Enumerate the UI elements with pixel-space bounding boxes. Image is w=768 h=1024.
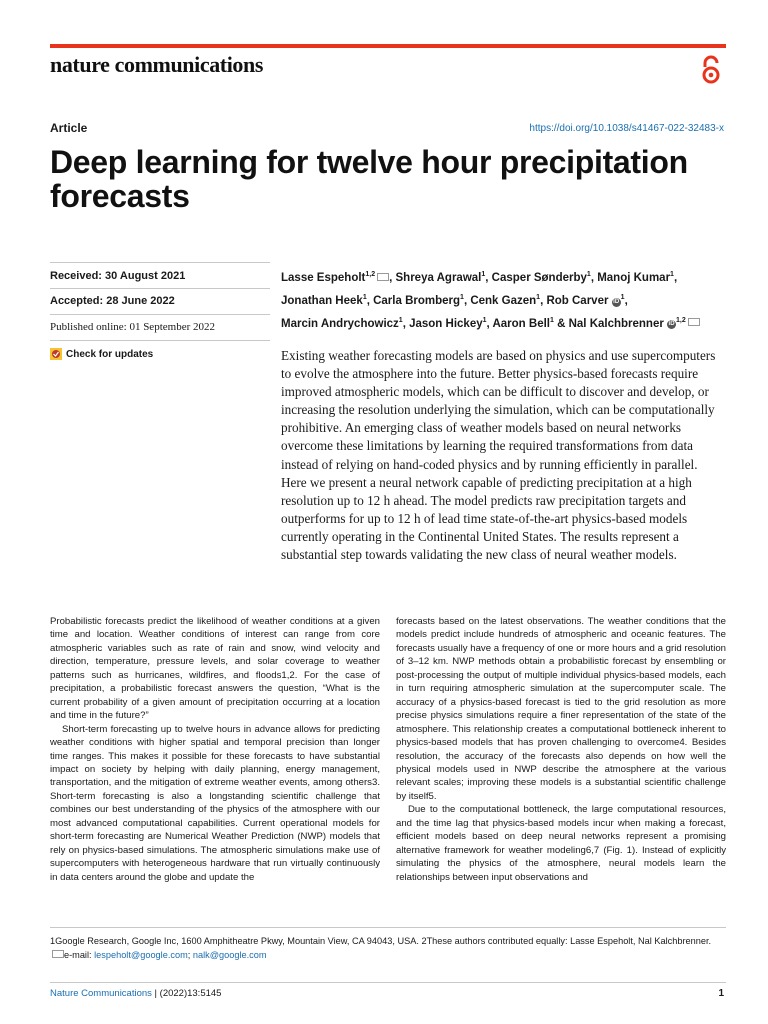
published-date: Published online: 01 September 2022 [50,321,215,333]
check-for-updates-button[interactable] [50,348,153,360]
open-access-icon [700,55,722,85]
paragraph: forecasts based on the latest observations. The weather conditions that the models predict include hundreds of atmospheric and oceanic features. The forecasts usually have a frequency of one or more hours and a grid resolution of 3–12 km. NWP methods obtain a probabilistic forecast by ensembling or post-processing the output of multiple individual physics-based models, each in turn requiring atmospheric simulation at the supercomputer scale. The accuracy of a physics-based forecast is tied to the grid resolution as more precise physics simulations require a finer representation of the state of the atmosphere. This relationship creates a computational bottleneck inherent to physics-based models that has proven challenging to overcome4. Besides resolution, the accuracy of the forecasts also depends on how well the physical models used in NWP describe the atmosphere at the various relevant scales; improving these models is a substantial scientific challenge by itself5. [396,616,726,802]
email-icon [688,318,700,326]
abstract: Existing weather forecasting models are based on physics and use supercomputers to evolve the atmosphere into the future. Better physics-based forecasts require improved atmospheric models, which can be difficult to discover and develop, or increasing the resolution underlying the simulation, which can be computationally prohibitive. An emerging class of weather models based on neural networks overcome these limitations by learning the required transformations from data instead of relying on hand-coded physics and by running efficiently in parallel. Here we present a neural network capable of predicting precipitation at a high resolution up to 12 h ahead. The model predicts raw precipitation targets and outperforms for up to 12 h of lead time state-of-the-art physics-based models currently operating in the Continental United States. The results represent a substantial step towards validating the new class of neural weather models. [281,348,716,563]
orcid-icon[interactable]: iD [613,298,620,305]
header-accent-bar [50,44,726,48]
email-link[interactable]: nalk@google.com [192,950,267,960]
email-link[interactable]: lespeholt@google.com [94,950,188,960]
email-icon [377,273,389,281]
divider [50,927,726,928]
body-column-left [50,615,380,884]
divider [50,314,270,315]
divider [50,982,726,983]
check-updates-icon [50,348,62,360]
journal-name: nature communications [50,52,264,77]
check-updates-label: Check for updates [66,348,154,360]
doi-link[interactable]: https://doi.org/10.1038/s41467-022-32483-x [529,123,724,134]
affiliation-footnote: 1Google Research, Google Inc, 1600 Amphitheatre Pkwy, Mountain View, CA 94043, USA. 2These authors contributed equally: Lasse Espeholt, Nal Kalchbrenner. e-mail: lespeholt@google.com; nalk@google.com [50,936,712,960]
email-icon [52,950,64,958]
paragraph: Short-term forecasting up to twelve hours in advance allows for predicting weather conditions with higher spatial and temporal precision than longer time ranges. This makes it possible for these forecasts to have substantial impact on society by helping with daily planning, energy management, transportation, and the mitigation of extreme weather events, among others3. Short-term forecasting is also a longstanding scientific challenge that combines our best understanding of the physics of the atmosphere with our most advanced computational capabilities. Current operational models for short-term forecasting are Numerical Weather Prediction (NWP) models that rely on physics-based simulations. The atmospheric simulations make use of supercomputers with heterogeneous hardware that run virtually continuously in data centers around the globe and update the [50,723,380,883]
paragraph: Probabilistic forecasts predict the likelihood of weather conditions at a given time and location. Weather conditions of interest can range from core atmospheric variables such as rate of rain and snow, wind velocity and direction, temperature, pressure levels, and solar coverage to weather patterns such as hurricanes, wildfires, and floods1,2. For the case of precipitation, a probabilistic forecast answers the question, “What is the current probability of a given amount of precipitation occurring at a location and time in the future?” [50,616,380,722]
paragraph: Due to the computational bottleneck, the large computational resources, and the time lag that physics-based models incur when making a forecast, efficient models based on deep neural networks represent a promising alternative framework for weather modeling6,7 (Fig. 1). Instead of explicitly simulating the physics of the atmosphere, neural models learn the relationships between input observations and [396,804,726,883]
divider [50,288,270,289]
body-column-right [396,615,726,884]
received-date: Received: 30 August 2021 [50,270,186,282]
divider [50,262,270,263]
divider [50,340,270,341]
citation-footer: Nature Communications | (2022)13:5145 [50,988,222,999]
paper-title: Deep learning for twelve hour precipitation forecasts [50,144,688,214]
accepted-date: Accepted: 28 June 2022 [50,295,175,307]
page-number: 1 [718,988,724,999]
orcid-icon[interactable]: iD [668,321,675,328]
author-list: Lasse Espeholt$^{1,2}$ , Shreya Agrawal$^1$, Casper Sønderby$^1$, Manoj Kumar$^1$, Jonathan Heek$^1$, Carla Bromberg$^1$, Cenk Gazen$^1$, Rob Carver $iD^1$, Marcin Andrychowicz$^1$, Jason Hickey$^1$, Aaron Bell$^1$ & Nal Kalchbrenner iD$^{1,2}$ [281,265,721,333]
article-type: Article [50,121,88,135]
